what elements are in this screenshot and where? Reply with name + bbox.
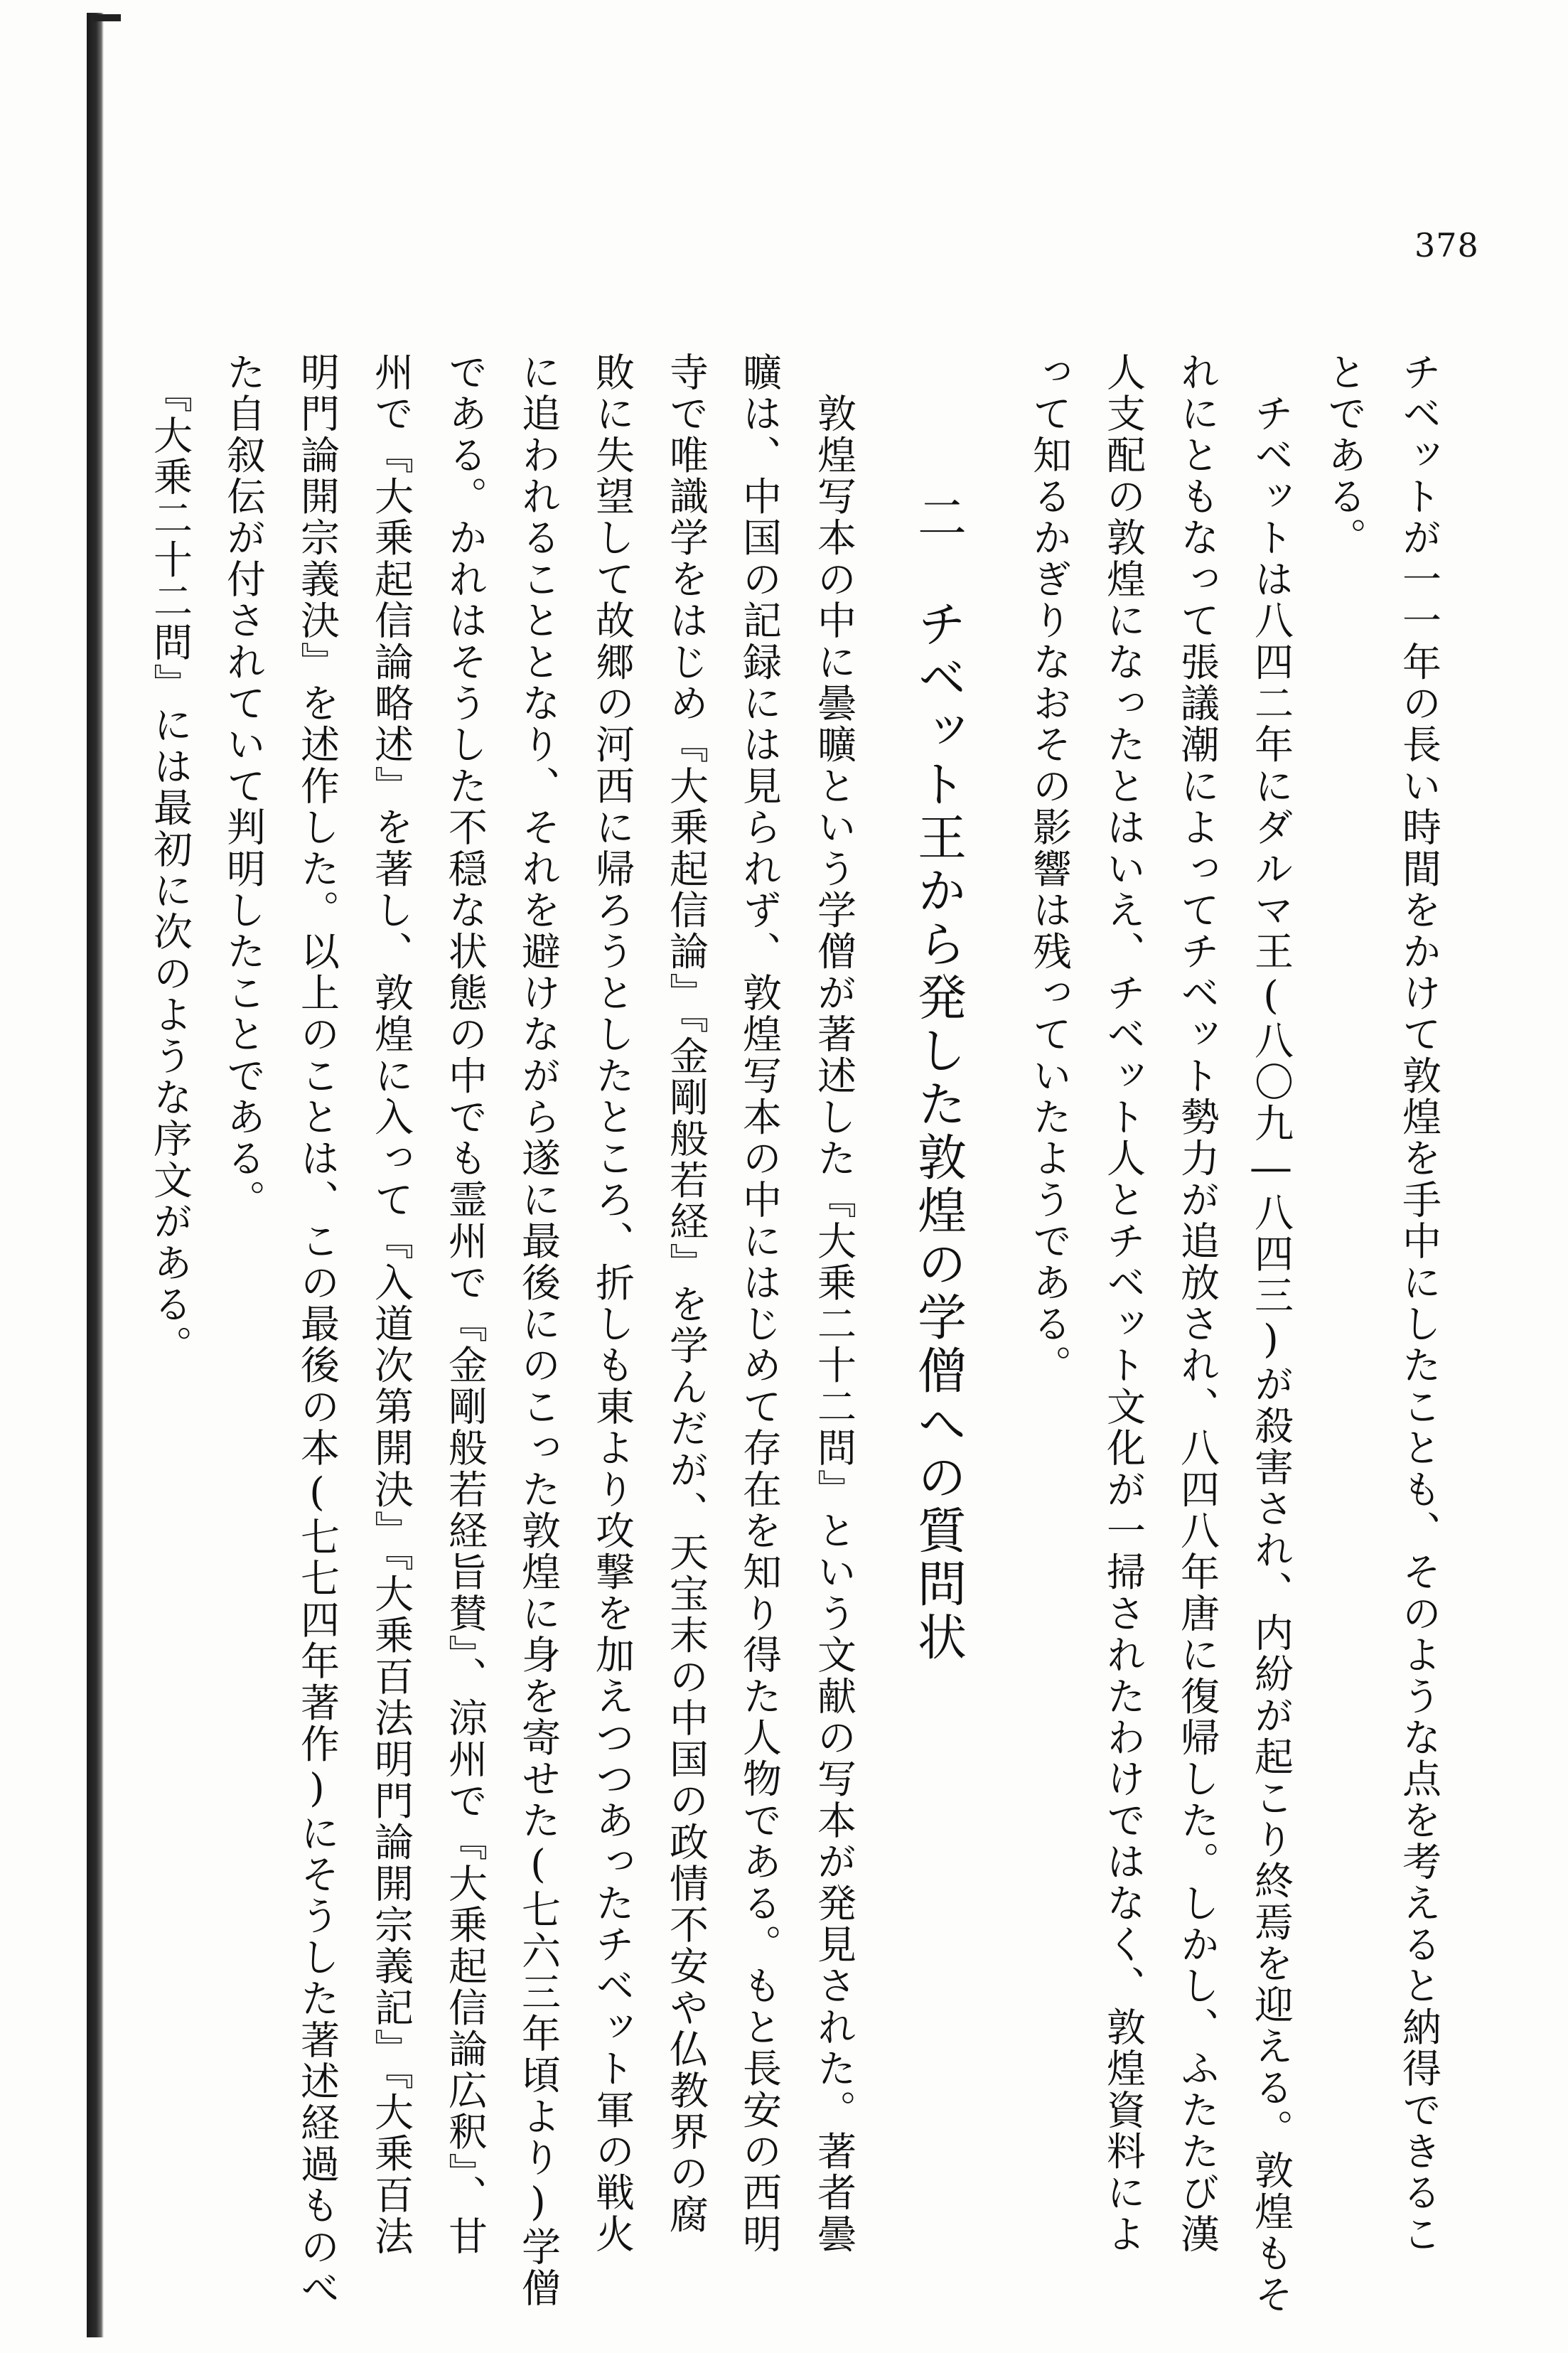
paragraph-line: 人支配の敦煌になったとはいえ、チベット人とチベット文化が一掃されたわけではなく、敦煌資料によ	[1100, 352, 1146, 2256]
paragraph-line: に追われることとなり、それを避けながら遂に最後にのこった敦煌に身を寄せた(七六三年頃より)学僧	[515, 352, 561, 2310]
paragraph-line: れにともなって張議潮によってチベット勢力が追放され、八四八年唐に復帰した。しかし、ふたたび漢	[1174, 352, 1220, 2256]
paragraph-line: 州で『大乗起信論略述』を著し、敦煌に入って『入道次第開決』『大乗百法明門論開宗義記』『大乗百法	[368, 352, 414, 2258]
paragraph-line: 『大乗二十二問』には最初に次のような序文がある。	[147, 352, 193, 1367]
paragraph-line: チベットが一一年の長い時間をかけて敦煌を手中にしたことも、そのような点を考えると納得できるこ	[1396, 352, 1441, 2256]
binding-edge	[87, 13, 104, 2337]
paragraph-line: とである。	[1321, 352, 1367, 559]
paragraph-line: って知るかぎりなおその影響は残っていたようである。	[1026, 352, 1072, 1386]
paragraph-line: 敦煌写本の中に曇曠という学僧が著述した『大乗二十二問』という文献の写本が発見された。著者曇	[811, 352, 857, 2256]
paragraph-line: 曠は、中国の記録には見られず、敦煌写本の中にはじめて存在を知り得た人物である。もと長安の西明	[736, 352, 782, 2256]
paragraph-line: た自叙伝が付されていて判明したことである。	[220, 352, 266, 1221]
paragraph-line: 明門論開宗義決』を述作した。以上のことは、この最後の本(七七四年著作)にそうした著述経過ものべ	[294, 352, 340, 2310]
paragraph-line: である。かれはそうした不穏な状態の中でも霊州で『金剛般若経旨賛』、涼州で『大乗起信論広釈』、甘	[442, 352, 488, 2258]
paragraph-line: 敗に失望して故郷の河西に帰ろうとしたところ、折しも東より攻撃を加えつつあったチベット軍の戦火	[589, 352, 635, 2256]
paragraph-line: 寺で唯識学をはじめ『大乗起信論』『金剛般若経』を学んだが、天宝末の中国の政情不安や仏教界の腐	[663, 352, 709, 2236]
section-heading: 二 チベット王から発した敦煌の学僧への質問状	[909, 492, 966, 1665]
binding-edge-cap	[92, 14, 121, 21]
page-number: 378	[1414, 226, 1479, 264]
paragraph-line: チベットは八四二年にダルマ王(八〇九―八四三)が殺害され、内紛が起こり終焉を迎える。敦煌もそ	[1248, 352, 1294, 2316]
